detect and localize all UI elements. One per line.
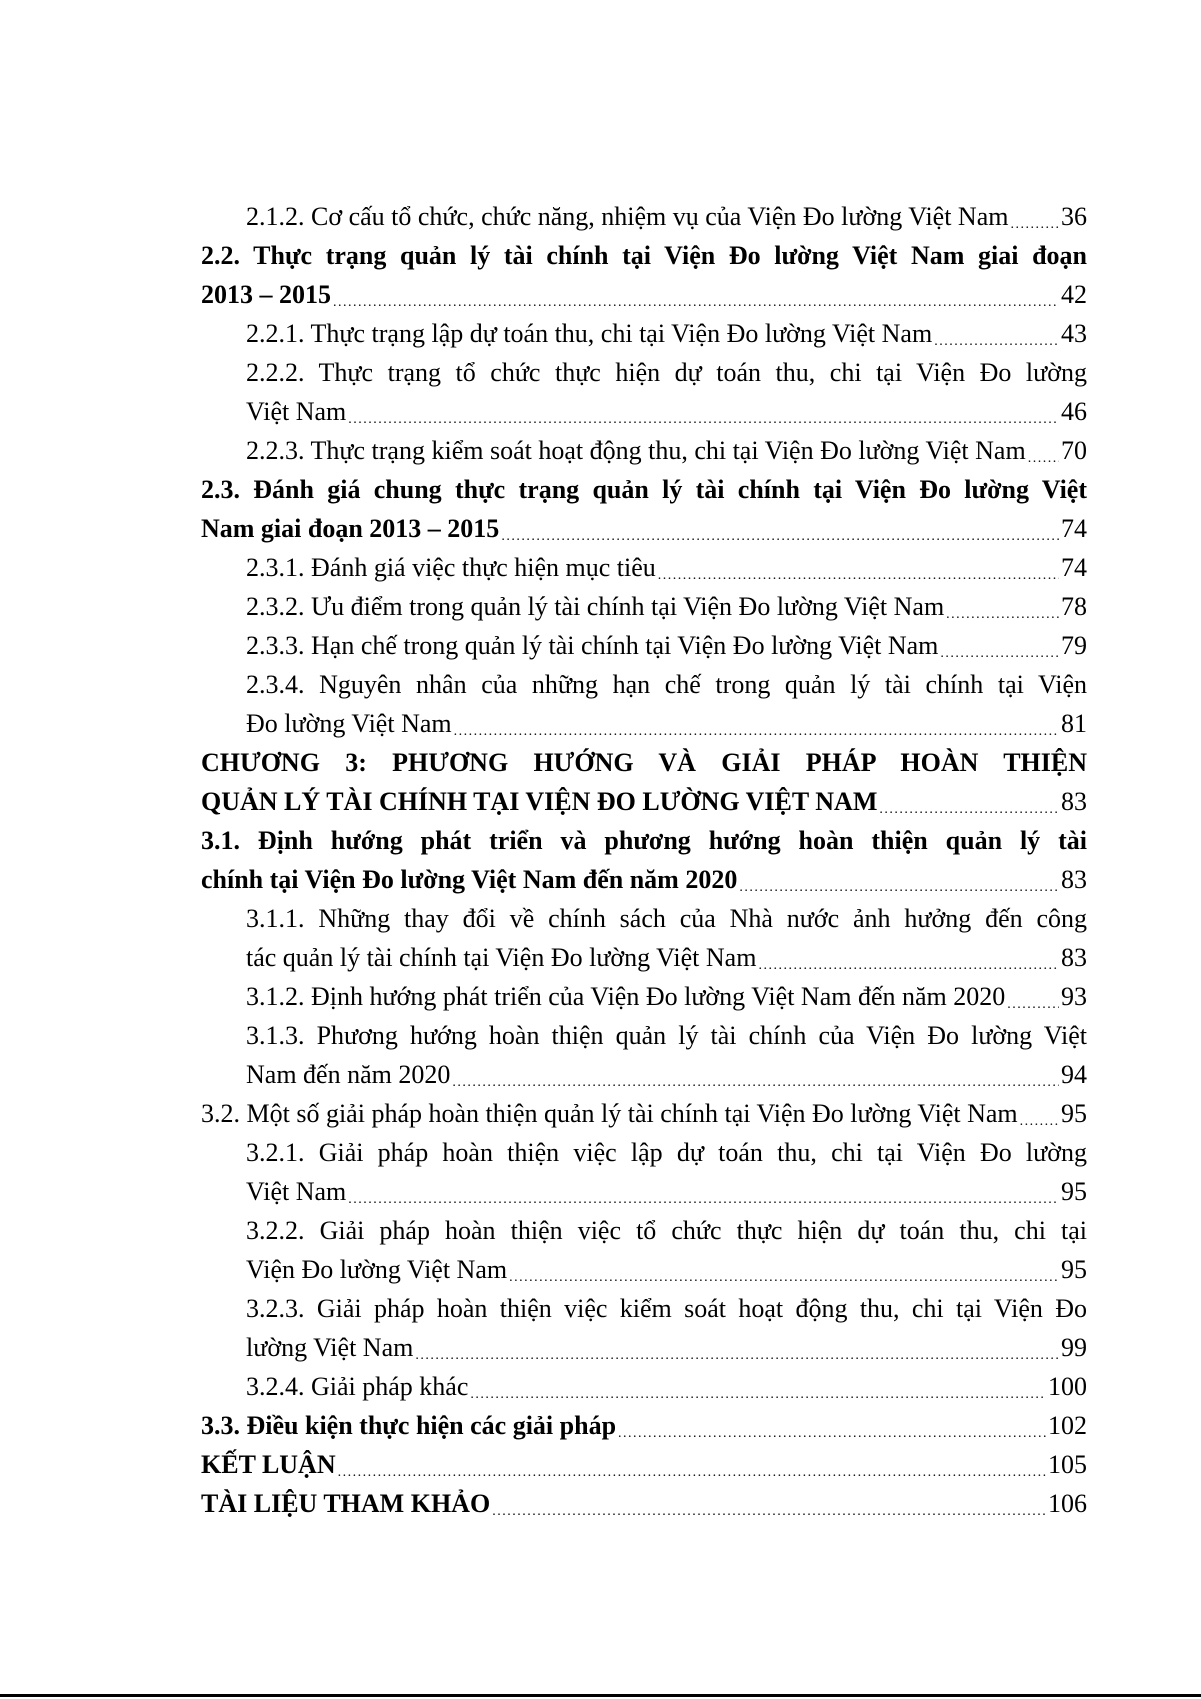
dot-leader — [940, 626, 1059, 665]
table-of-contents — [201, 197, 1087, 1523]
toc-line — [201, 821, 1087, 860]
toc-line — [201, 1211, 1087, 1250]
toc-line — [201, 1055, 1087, 1094]
toc-page-number: 106 — [1048, 1489, 1087, 1518]
toc-line — [201, 470, 1087, 509]
toc-entry[interactable] — [201, 197, 1087, 236]
toc-entry-title: 3.2.1. Giải pháp hoàn thiện việc lập dự toán thu, chi tại Viện Đo lường — [246, 1138, 1087, 1167]
toc-line — [201, 1250, 1087, 1289]
toc-page-number: 95 — [1061, 1255, 1087, 1284]
toc-entry-title: Việt Nam — [246, 1177, 347, 1206]
toc-line — [201, 275, 1087, 314]
toc-entry[interactable] — [201, 587, 1087, 626]
toc-page-number: 83 — [1061, 787, 1087, 816]
dot-leader — [1020, 1094, 1059, 1133]
toc-entry[interactable] — [201, 1211, 1087, 1289]
toc-line — [201, 860, 1087, 899]
toc-page-number: 83 — [1061, 943, 1087, 972]
toc-entry[interactable] — [201, 821, 1087, 899]
dot-leader — [658, 548, 1059, 587]
toc-entry[interactable] — [201, 1133, 1087, 1211]
toc-entry-title: 3.2. Một số giải pháp hoàn thiện quản lý tài chính tại Viện Đo lường Việt Nam — [201, 1099, 1018, 1128]
toc-line — [201, 782, 1087, 821]
toc-page-number: 42 — [1061, 280, 1087, 309]
toc-line — [201, 1016, 1087, 1055]
dot-leader — [333, 275, 1059, 314]
toc-page-number: 78 — [1061, 592, 1087, 621]
toc-page-number: 46 — [1061, 397, 1087, 426]
toc-entry[interactable] — [201, 665, 1087, 743]
toc-line — [201, 977, 1087, 1016]
toc-entry-title: chính tại Viện Đo lường Việt Nam đến năm 2020 — [201, 865, 738, 894]
toc-page-number: 102 — [1048, 1411, 1087, 1440]
toc-line — [201, 353, 1087, 392]
dot-leader — [1010, 197, 1059, 236]
dot-leader — [946, 587, 1059, 626]
toc-entry-title: 2.1.2. Cơ cấu tổ chức, chức năng, nhiệm vụ của Viện Đo lường Việt Nam — [246, 202, 1009, 231]
dot-leader — [492, 1484, 1046, 1523]
toc-page-number: 79 — [1061, 631, 1087, 660]
toc-entry-title: 2.3.2. Ưu điểm trong quản lý tài chính tại Viện Đo lường Việt Nam — [246, 592, 945, 621]
toc-entry-title: Nam đến năm 2020 — [246, 1060, 451, 1089]
toc-entry-title: CHƯƠNG 3: PHƯƠNG HƯỚNG VÀ GIẢI PHÁP HOÀN THIỆN — [201, 748, 1087, 777]
toc-entry-title: 2.3. Đánh giá chung thực trạng quản lý tài chính tại Viện Đo lường Việt — [201, 475, 1087, 504]
toc-page-number: 99 — [1061, 1333, 1087, 1362]
toc-page-number: 74 — [1061, 514, 1087, 543]
toc-entry-title: 3.2.4. Giải pháp khác — [246, 1372, 469, 1401]
toc-line — [201, 1094, 1087, 1133]
toc-entry-title: 2.3.1. Đánh giá việc thực hiện mục tiêu — [246, 553, 656, 582]
toc-line — [201, 1484, 1087, 1523]
dot-leader — [934, 314, 1059, 353]
toc-page-number: 95 — [1061, 1099, 1087, 1128]
toc-line — [201, 938, 1087, 977]
toc-page-number: 81 — [1061, 709, 1087, 738]
toc-page-number: 43 — [1061, 319, 1087, 348]
dot-leader — [739, 860, 1059, 899]
toc-line — [201, 236, 1087, 275]
toc-entry-title: 2013 – 2015 — [201, 280, 331, 309]
toc-entry[interactable] — [201, 1367, 1087, 1406]
toc-entry-title: TÀI LIỆU THAM KHẢO — [201, 1489, 491, 1518]
toc-entry-title: Việt Nam — [246, 397, 347, 426]
toc-line — [201, 1328, 1087, 1367]
toc-entry-title: tác quản lý tài chính tại Viện Đo lường Việt Nam — [246, 943, 757, 972]
toc-page-number: 94 — [1061, 1060, 1087, 1089]
toc-line — [201, 1172, 1087, 1211]
dot-leader — [879, 782, 1059, 821]
toc-entry-title: 2.3.4. Nguyên nhân của những hạn chế trong quản lý tài chính tại Viện — [246, 670, 1087, 699]
toc-entry[interactable] — [201, 1445, 1087, 1484]
toc-entry[interactable] — [201, 548, 1087, 587]
dot-leader — [348, 1172, 1059, 1211]
toc-entry-title: 3.3. Điều kiện thực hiện các giải pháp — [201, 1411, 617, 1440]
toc-entry[interactable] — [201, 626, 1087, 665]
toc-entry[interactable] — [201, 431, 1087, 470]
toc-line — [201, 548, 1087, 587]
toc-entry[interactable] — [201, 470, 1087, 548]
toc-entry-title: 2.2.1. Thực trạng lập dự toán thu, chi tại Viện Đo lường Việt Nam — [246, 319, 933, 348]
toc-entry[interactable] — [201, 1094, 1087, 1133]
dot-leader — [348, 392, 1059, 431]
dot-leader — [1028, 431, 1059, 470]
toc-page-number: 74 — [1061, 553, 1087, 582]
toc-line — [201, 314, 1087, 353]
toc-entry[interactable] — [201, 1406, 1087, 1445]
toc-line — [201, 431, 1087, 470]
toc-line — [201, 1133, 1087, 1172]
toc-line — [201, 1289, 1087, 1328]
toc-entry-title: 2.3.3. Hạn chế trong quản lý tài chính tại Viện Đo lường Việt Nam — [246, 631, 939, 660]
dot-leader — [1007, 977, 1059, 1016]
dot-leader — [758, 938, 1059, 977]
toc-line — [201, 1445, 1087, 1484]
dot-leader — [470, 1367, 1046, 1406]
toc-entry[interactable] — [201, 977, 1087, 1016]
page-bottom-rule — [0, 1694, 1201, 1697]
dot-leader — [415, 1328, 1059, 1367]
dot-leader — [618, 1406, 1046, 1445]
toc-line — [201, 197, 1087, 236]
dot-leader — [501, 509, 1059, 548]
toc-entry-title: lường Việt Nam — [246, 1333, 414, 1362]
toc-line — [201, 626, 1087, 665]
toc-page-number: 105 — [1048, 1450, 1087, 1479]
dot-leader — [338, 1445, 1046, 1484]
toc-page-number: 95 — [1061, 1177, 1087, 1206]
toc-entry-title: 3.2.2. Giải pháp hoàn thiện việc tổ chức thực hiện dự toán thu, chi tại — [246, 1216, 1087, 1245]
toc-page-number: 36 — [1061, 202, 1087, 231]
dot-leader — [454, 704, 1059, 743]
toc-entry-title: 2.2.3. Thực trạng kiểm soát hoạt động thu, chi tại Viện Đo lường Việt Nam — [246, 436, 1026, 465]
toc-entry-title: QUẢN LÝ TÀI CHÍNH TẠI VIỆN ĐO LƯỜNG VIỆT NAM — [201, 787, 878, 816]
toc-entry[interactable] — [201, 899, 1087, 977]
toc-page-number: 93 — [1061, 982, 1087, 1011]
toc-entry-title: 3.1.1. Những thay đổi về chính sách của Nhà nước ảnh hưởng đến công — [246, 904, 1087, 933]
toc-entry-title: 3.1.3. Phương hướng hoàn thiện quản lý tài chính của Viện Đo lường Việt — [246, 1021, 1087, 1050]
toc-entry-title: 3.1.2. Định hướng phát triển của Viện Đo lường Việt Nam đến năm 2020 — [246, 982, 1006, 1011]
toc-entry-title: 2.2.2. Thực trạng tổ chức thực hiện dự toán thu, chi tại Viện Đo lường — [246, 358, 1087, 387]
toc-entry[interactable] — [201, 314, 1087, 353]
dot-leader — [452, 1055, 1059, 1094]
toc-entry-title: Đo lường Việt Nam — [246, 709, 452, 738]
toc-entry-title: Nam giai đoạn 2013 – 2015 — [201, 514, 500, 543]
toc-entry-title: KẾT LUẬN — [201, 1450, 336, 1479]
toc-page-number: 83 — [1061, 865, 1087, 894]
toc-line — [201, 899, 1087, 938]
toc-entry-title: 2.2. Thực trạng quản lý tài chính tại Viện Đo lường Việt Nam giai đoạn — [201, 241, 1087, 270]
toc-line — [201, 743, 1087, 782]
toc-line — [201, 587, 1087, 626]
toc-entry[interactable] — [201, 236, 1087, 314]
toc-line — [201, 1406, 1087, 1445]
toc-entry[interactable] — [201, 353, 1087, 431]
dot-leader — [509, 1250, 1059, 1289]
toc-line — [201, 1367, 1087, 1406]
toc-entry[interactable] — [201, 1016, 1087, 1094]
toc-entry[interactable] — [201, 1484, 1087, 1523]
toc-line — [201, 509, 1087, 548]
toc-line — [201, 392, 1087, 431]
toc-line — [201, 665, 1087, 704]
toc-line — [201, 704, 1087, 743]
toc-page-number: 70 — [1061, 436, 1087, 465]
toc-page-number: 100 — [1048, 1372, 1087, 1401]
toc-entry[interactable] — [201, 743, 1087, 821]
toc-entry-title: 3.2.3. Giải pháp hoàn thiện việc kiểm soát hoạt động thu, chi tại Viện Đo — [246, 1294, 1087, 1323]
toc-entry-title: Viện Đo lường Việt Nam — [246, 1255, 508, 1284]
toc-entry[interactable] — [201, 1289, 1087, 1367]
toc-entry-title: 3.1. Định hướng phát triển và phương hướng hoàn thiện quản lý tài — [201, 826, 1087, 855]
